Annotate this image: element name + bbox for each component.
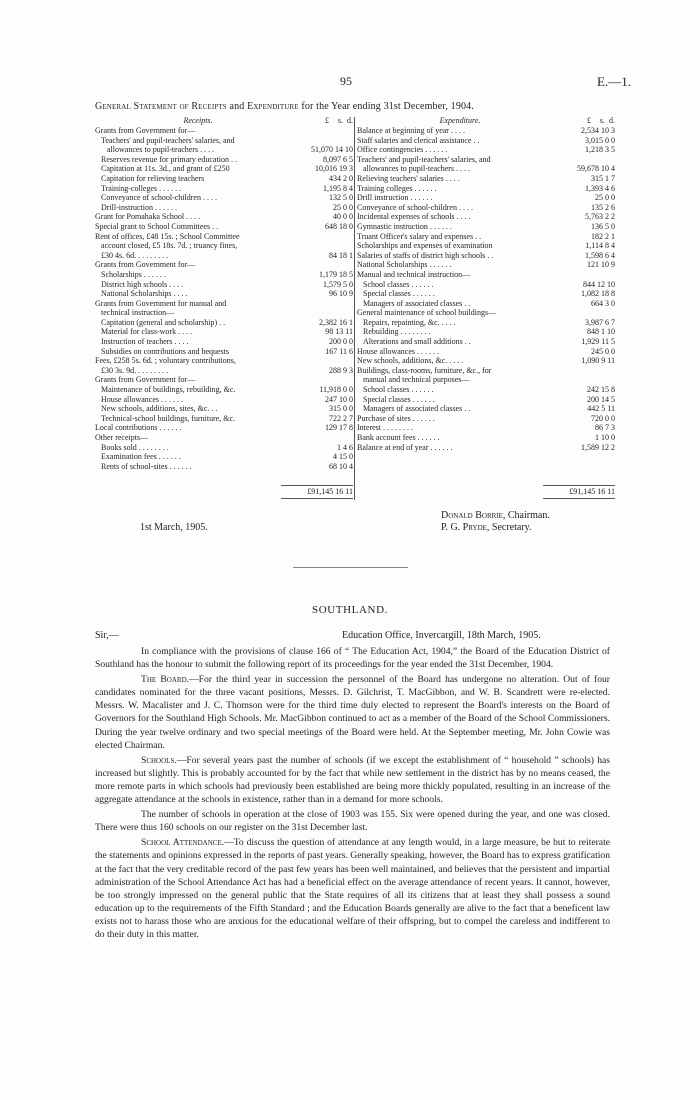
table-row — [95, 375, 353, 385]
row-label: £30 4s. 6d. . . . . . . . . — [101, 250, 169, 260]
row-amount: 121 10 9 — [587, 260, 615, 270]
row-amount: 200 14 5 — [587, 394, 615, 404]
row-label: Teachers' and pupil-teachers' salaries, and — [357, 154, 491, 164]
row-amount: 51,070 14 10 — [311, 145, 353, 155]
row-label: Manual and technical instruction— — [357, 269, 471, 279]
table-row — [357, 327, 615, 337]
title-part-1: General Statement of Receipts — [95, 101, 227, 112]
row-amount: 182 2 1 — [591, 231, 615, 241]
row-amount: 664 3 0 — [591, 298, 615, 308]
row-label: Interest . . . . . . . . — [357, 423, 413, 433]
row-label: Training-colleges . . . . . . — [101, 183, 182, 193]
row-label: Teachers' and pupil-teachers' salaries, and — [101, 135, 235, 145]
section-code: E.—1. — [597, 74, 631, 89]
row-label: Staff salaries and clerical assistance . . — [357, 135, 480, 145]
row-amount: 1,114 8 4 — [585, 241, 615, 251]
table-row — [95, 270, 353, 280]
table-row — [95, 443, 353, 453]
row-amount: 1,090 9 11 — [581, 356, 615, 366]
row-label: Capitation (general and scholarship) . . — [101, 317, 226, 327]
report-body — [95, 645, 610, 943]
paragraph-text: —For several years past the number of schools (if we except the establishment of “ household ” schools) has increased but slightly. This is probably accounted for by the fact that while new settlement in the district has by no means ceased, the more remote parts in which schools had previously been established are being more thickly populated, resulting in an increase of the aggregate attendance at the schools in existence, rather than in a demand for more schools. — [95, 754, 610, 806]
row-label: Scholarships . . . . . . — [101, 269, 166, 279]
table-row — [357, 395, 615, 405]
table-row — [95, 136, 353, 146]
row-amount: 1,579 5 0 — [323, 279, 353, 289]
table-row — [95, 222, 353, 232]
table-row — [95, 251, 353, 261]
row-amount: 288 9 3 — [329, 365, 353, 375]
row-amount: 3,015 0 0 — [585, 135, 615, 145]
pence-header: d. — [347, 116, 353, 125]
row-amount: 722 2 7 — [329, 413, 353, 423]
table-row — [95, 366, 353, 376]
row-amount: 40 0 0 — [333, 212, 353, 222]
row-label: Books sold . . . . . . . . — [101, 442, 169, 452]
chairman-signature — [441, 510, 550, 521]
section-divider — [293, 567, 408, 568]
row-amount: 1,082 18 8 — [581, 289, 615, 299]
row-label: New schools, additions, &c. . . . . — [357, 356, 464, 366]
row-label: Examination fees . . . . . . — [101, 452, 181, 462]
row-amount: 84 18 1 — [329, 250, 353, 260]
pounds-header: £ — [587, 116, 591, 125]
row-label: Purchase of sites . . . . . . — [357, 413, 435, 423]
row-label: Grants from Government for manual and — [95, 298, 227, 308]
table-row — [95, 385, 353, 395]
row-label: Conveyance of school-children . . . . — [357, 202, 473, 212]
chairman-name: Donald Borrie — [441, 510, 503, 521]
row-label: District high schools . . . . — [101, 279, 184, 289]
row-label: Fees, £258 5s. 6d. ; voluntary contributions, — [95, 356, 236, 366]
report-paragraph — [95, 836, 610, 941]
receipts-total: £91,145 16 11 — [281, 485, 353, 499]
pence-header: d. — [609, 116, 615, 125]
row-label: Alterations and small additions . . — [363, 337, 471, 347]
receipts-rows — [95, 126, 353, 471]
column-divider — [354, 117, 355, 500]
row-amount: 720 0 0 — [591, 413, 615, 423]
table-row — [357, 347, 615, 357]
row-amount: 4 15 0 — [333, 452, 353, 462]
table-row — [357, 232, 615, 242]
row-amount: 3,987 6 7 — [585, 317, 615, 327]
table-row — [357, 260, 615, 270]
row-label: Managers of associated classes . . — [363, 404, 471, 414]
secretary-signature — [441, 522, 532, 533]
report-paragraph — [95, 754, 610, 806]
table-row — [357, 318, 615, 328]
table-row — [357, 155, 615, 165]
table-row — [95, 289, 353, 299]
table-row — [95, 423, 353, 433]
table-row — [95, 356, 353, 366]
row-label: House allowances . . . . . . — [357, 346, 439, 356]
row-label: Material for class-work . . . . — [101, 327, 193, 337]
row-label: Truant Officer's salary and expenses . . — [357, 231, 482, 241]
table-row — [95, 404, 353, 414]
row-amount: 1,589 12 2 — [581, 442, 615, 452]
table-row — [95, 174, 353, 184]
row-label: Training colleges . . . . . . — [357, 183, 437, 193]
table-row — [357, 433, 615, 443]
table-row — [95, 241, 353, 251]
currency-header — [301, 116, 353, 126]
table-row — [95, 318, 353, 328]
report-paragraph — [95, 808, 610, 834]
row-amount: 1 4 6 — [337, 442, 353, 452]
row-amount: 1 10 0 — [595, 433, 615, 442]
title-part-4: for the Year ending 31st December, 1904. — [301, 101, 474, 112]
table-row — [357, 280, 615, 290]
row-amount: 848 1 10 — [587, 327, 615, 337]
paragraph-text: —To discuss the question of attendance at any length would, in a large measure, be but to reiterate the statements and opinions expressed in the reports of past years. Generally speaking, however, the Board has to express gratification at the fact that the very creditable record of the past few years has been well maintained, and believes that the persistent and impartial administration of the School Attendance Act has had a beneficial effect on the average attendance of recent years. It cannot, however, be too strongly impressed on the general public that the State requires of all its citizens that at least they shall possess a sound education up to the requirements of the Fifth Standard ; and the Education Boards generally are alive to the fact that a beneficent law exists not to harass those who are anxious for the educational welfare of their offspring, but to compel the careless and indifferent to do their duty in this matter. — [95, 837, 610, 940]
row-label: Relieving teachers' salaries . . . . — [357, 173, 460, 183]
table-row — [95, 395, 353, 405]
secretary-initials: P. G. Pryde — [441, 522, 487, 533]
row-label: allowances to pupil-teachers . . . . — [107, 145, 215, 155]
row-label: Grants from Government for— — [95, 375, 196, 385]
row-label: Drill-instruction . . . . . . — [101, 202, 177, 212]
table-row — [357, 145, 615, 155]
row-label: Technical-school buildings, furniture, &c. — [101, 413, 236, 423]
row-label: National Scholarships . . . . — [101, 289, 188, 299]
row-amount: 247 10 0 — [325, 394, 353, 404]
row-label: allowances to pupil-teachers . . . . — [363, 164, 471, 174]
row-amount: 167 11 6 — [325, 346, 353, 356]
row-amount: 11,918 0 0 — [319, 385, 353, 395]
table-row — [95, 280, 353, 290]
row-amount: 2,382 16 1 — [319, 317, 353, 327]
row-label: Special classes . . . . . . — [363, 289, 435, 299]
table-row — [357, 270, 615, 280]
table-row — [357, 212, 615, 222]
row-label: House allowances . . . . . . — [101, 394, 183, 404]
receipts-column — [95, 116, 353, 471]
row-label: Local contributions . . . . . . — [95, 423, 182, 433]
table-row — [95, 232, 353, 242]
row-amount: 315 0 0 — [329, 404, 353, 414]
salutation: Sir,— — [95, 630, 119, 641]
table-row — [95, 203, 353, 213]
row-amount: 136 5 0 — [591, 221, 615, 231]
row-amount: 129 17 8 — [325, 423, 353, 433]
expenditure-column — [357, 116, 615, 452]
row-label: Instruction of teachers . . . . — [101, 337, 189, 347]
row-amount: 200 0 0 — [329, 337, 353, 347]
expenditure-rows — [357, 126, 615, 452]
row-label: Subsidies on contributions and bequests — [101, 346, 229, 356]
row-label: Special grant to School Committees . . — [95, 221, 219, 231]
row-label: Salaries of staffs of district high schools . . — [357, 250, 494, 260]
region-heading: SOUTHLAND. — [312, 604, 388, 616]
statement-date: 1st March, 1905. — [140, 522, 208, 533]
row-label: New schools, additions, sites, &c. . . — [101, 404, 218, 414]
paragraph-text: The number of schools in operation at the close of 1903 was 155. Six were opened during the year, and one was closed. There were thus 160 schools on our register on the 31st December last. — [95, 809, 610, 834]
row-amount: 86 7 3 — [595, 423, 615, 433]
paragraph-heading: School Attendance. — [141, 837, 225, 849]
row-label: Capitation at 11s. 3d., and grant of £250 — [101, 164, 230, 174]
table-row — [357, 414, 615, 424]
table-row — [357, 404, 615, 414]
table-row — [95, 299, 353, 309]
row-label: Office contingencies . . . . . . — [357, 145, 448, 155]
table-row — [357, 193, 615, 203]
table-row — [357, 174, 615, 184]
row-label: technical instruction— — [101, 308, 175, 318]
row-label: National Scholarships . . . . . . — [357, 260, 452, 270]
title-part-2: and — [229, 101, 245, 112]
page-number: 95 — [340, 74, 352, 88]
paragraph-heading: Schools. — [141, 754, 177, 766]
report-paragraph — [95, 673, 610, 752]
chairman-title: , Chairman. — [502, 510, 550, 521]
table-row — [95, 126, 353, 136]
expenditure-total: £91,145 16 11 — [543, 485, 615, 499]
table-row — [95, 145, 353, 155]
table-row — [357, 222, 615, 232]
table-row — [95, 212, 353, 222]
row-amount: 25 0 0 — [333, 202, 353, 212]
table-row — [357, 356, 615, 366]
row-label: Balance at beginning of year . . . . — [357, 126, 465, 135]
row-label: Drill instruction . . . . . . — [357, 193, 433, 203]
row-label: Maintenance of buildings, rebuilding, &c. — [101, 385, 236, 395]
table-row — [95, 452, 353, 462]
row-amount: 442 5 11 — [587, 404, 615, 414]
statement-title — [95, 101, 655, 112]
row-label: Bank account fees . . . . . . — [357, 433, 440, 442]
row-label: School classes . . . . . . — [363, 385, 434, 395]
receipts-heading: Receipts. — [183, 116, 213, 125]
table-row — [357, 423, 615, 433]
row-amount: 1,929 11 5 — [581, 337, 615, 347]
row-label: manual and technical purposes— — [363, 375, 470, 385]
secretary-title: , Secretary. — [486, 522, 532, 533]
table-row — [95, 155, 353, 165]
row-amount: 96 10 9 — [329, 289, 353, 299]
row-label: Reserves revenue for primary education . . — [101, 154, 237, 164]
table-row — [95, 193, 353, 203]
table-row — [357, 241, 615, 251]
row-label: account closed, £5 18s. 7d. ; truancy fines, — [101, 241, 238, 251]
table-row — [357, 184, 615, 194]
table-row — [357, 251, 615, 261]
row-label: Balance at end of year . . . . . . — [357, 442, 453, 452]
paragraph-text: —For the third year in succession the personnel of the Board has undergone no alteration. Out of four candidates nominated for the three vacant positions, Messrs. D. Gilchrist, T. MacGibbon, and W. B. Scandrett were re-elected. Messrs. W. Macalister and J. C. Thomson were for the third time duly elected to represent the Board's interests on the Board of Governors for the Southland High Schools. Mr. MacGibbon continued to act as a member of the Board of the School Commissioners. During the year twelve ordinary and two special meetings of the Board were held. At the September meeting, Mr. John Cowie was elected Chairman. — [95, 674, 610, 751]
row-label: Incidental expenses of schools . . . . — [357, 212, 471, 222]
row-amount: 1,393 4 6 — [585, 183, 615, 193]
row-label: General maintenance of school buildings— — [357, 308, 497, 318]
row-amount: 315 1 7 — [591, 173, 615, 183]
table-row — [357, 308, 615, 318]
row-amount: 1,195 8 4 — [323, 183, 353, 193]
row-amount: 2,534 10 3 — [581, 126, 615, 135]
row-label: Capitation for relieving teachers — [101, 173, 205, 183]
row-label: Gymnastic instruction . . . . . . — [357, 221, 452, 231]
expenditure-heading: Expenditure. — [439, 116, 481, 125]
row-label: Other receipts— — [95, 433, 149, 442]
row-amount: 132 5 0 — [329, 193, 353, 203]
row-label: Grant for Pomahaka School . . . . — [95, 212, 201, 222]
table-row — [95, 414, 353, 424]
row-amount: 1,598 6 4 — [585, 250, 615, 260]
report-paragraph — [95, 645, 610, 671]
row-label: Grants from Government for— — [95, 126, 196, 135]
row-label: Grants from Government for— — [95, 260, 196, 270]
table-row — [95, 337, 353, 347]
title-part-3: Expenditure — [247, 101, 299, 112]
paragraph-text: In compliance with the provisions of clause 166 of “ The Education Act, 1904,” the Board of the Education District of Southland has the honour to submit the following report of its proceedings for the year ended the 31st December, 1904. — [95, 646, 610, 671]
row-label: Special classes . . . . . . — [363, 394, 435, 404]
table-row — [357, 136, 615, 146]
receipts-header — [95, 116, 353, 126]
row-amount: 98 13 11 — [325, 327, 353, 337]
row-amount: 844 12 10 — [583, 279, 615, 289]
row-label: Rebuilding . . . . . . . . — [363, 327, 431, 337]
row-amount: 135 2 6 — [591, 202, 615, 212]
table-row — [95, 347, 353, 357]
row-label: Scholarships and expenses of examination — [357, 241, 493, 251]
pounds-header: £ — [325, 116, 329, 125]
row-label: Repairs, repainting, &c. . . . . — [363, 317, 456, 327]
paragraph-heading: The Board. — [141, 674, 190, 686]
row-amount: 245 0 0 — [591, 346, 615, 356]
row-label: School classes . . . . . . — [363, 279, 434, 289]
shillings-header: s. — [599, 116, 605, 125]
table-row — [357, 164, 615, 174]
row-amount: 25 0 0 — [595, 193, 615, 203]
table-row — [357, 443, 615, 453]
row-amount: 1,179 18 5 — [319, 269, 353, 279]
table-row — [357, 299, 615, 309]
currency-header — [563, 116, 615, 126]
table-row — [95, 184, 353, 194]
row-amount: 648 18 0 — [325, 221, 353, 231]
expenditure-header — [357, 116, 615, 126]
row-amount: 68 10 4 — [329, 461, 353, 471]
row-amount: 8,097 6 5 — [323, 154, 353, 164]
row-label: Buildings, class-rooms, furniture, &c., for — [357, 365, 492, 375]
row-amount: 434 2 0 — [329, 173, 353, 183]
row-label: Conveyance of school-children . . . . — [101, 193, 217, 203]
table-row — [357, 203, 615, 213]
page-header — [0, 74, 700, 92]
row-label: Rents of school-sites . . . . . . — [101, 461, 192, 471]
table-row — [357, 385, 615, 395]
table-row — [357, 337, 615, 347]
table-row — [357, 375, 615, 385]
row-label: £30 3s. 9d. . . . . . . . . — [101, 365, 169, 375]
letterhead: Education Office, Invercargill, 18th March, 1905. — [342, 630, 541, 641]
table-row — [357, 366, 615, 376]
table-row — [95, 433, 353, 443]
table-row — [357, 289, 615, 299]
row-amount: 242 15 8 — [587, 385, 615, 395]
table-row — [95, 327, 353, 337]
table-row — [95, 260, 353, 270]
row-amount: 5,763 2 2 — [585, 212, 615, 222]
row-amount: 10,016 19 3 — [315, 164, 353, 174]
row-label: Managers of associated classes . . — [363, 298, 471, 308]
row-amount: 1,218 3 5 — [585, 145, 615, 155]
shillings-header: s. — [337, 116, 343, 125]
table-row — [95, 462, 353, 472]
row-amount: 59,678 10 4 — [577, 164, 615, 174]
table-row — [357, 126, 615, 136]
row-label: Rent of offices, £48 15s. ; School Committee — [95, 231, 240, 241]
table-row — [95, 308, 353, 318]
table-row — [95, 164, 353, 174]
